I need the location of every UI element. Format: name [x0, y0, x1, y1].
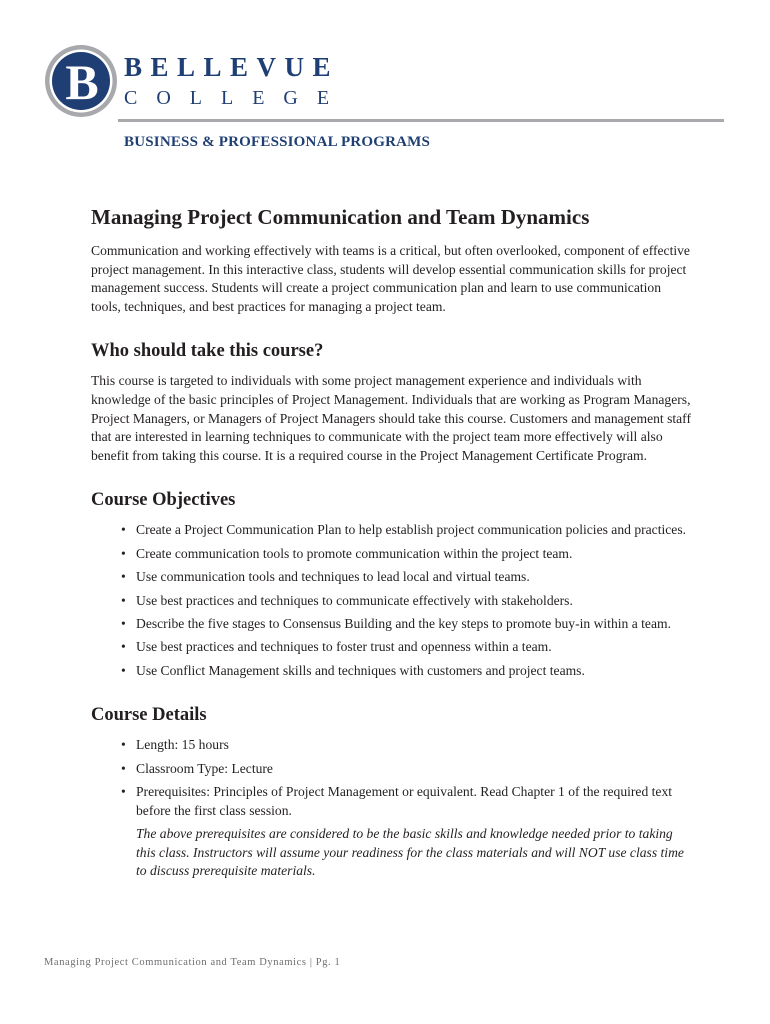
list-item [121, 760, 691, 779]
list-item [121, 662, 691, 681]
objective-text: Describe the five stages to Consensus Building and the key steps to promote buy-in within a team. [136, 615, 671, 631]
list-item [121, 783, 691, 820]
objective-text: Use best practices and techniques to communicate effectively with stakeholders. [136, 592, 573, 608]
bullet-icon: • [121, 784, 126, 800]
list-item [121, 545, 691, 564]
bullet-icon: • [121, 662, 126, 678]
list-item [121, 521, 691, 540]
prerequisite-note: The above prerequisites are considered to be the basic skills and knowledge needed prior to taking this class. Instructors will assume your readiness for the class materials and will NOT use class time to discuss prerequisite materials. [136, 826, 684, 879]
header-divider [118, 119, 724, 122]
who-paragraph: This course is targeted to individuals with some project management experience and individuals with knowledge of the basic principles of Project Management. Individuals that are working as Program Managers, Project Managers, or Managers of Project Managers should take this course. Customers and management staff that are interested in learning techniques to communicate with the project team more effectively will also benefit from taking this course. It is a required course in the Project Management Certificate Program. [91, 373, 691, 463]
objective-text: Use best practices and techniques to foster trust and openness within a team. [136, 639, 552, 655]
details-list [91, 736, 691, 820]
page-footer: Managing Project Communication and Team Dynamics | Pg. 1 [44, 957, 341, 968]
bullet-icon: • [121, 592, 126, 608]
list-item [121, 615, 691, 634]
objective-text: Create a Project Communication Plan to help establish project communication policies and practices. [136, 522, 687, 538]
bullet-icon: • [121, 569, 126, 585]
intro-paragraph: Communication and working effectively with teams is a critical, but often overlooked, component of effective project management. In this interactive class, students will develop essential communication skills for project management success. Students will create a project communication plan and learn to use communication tools, techniques, and best practices for managing a project team. [91, 243, 690, 314]
bullet-icon: • [121, 545, 126, 561]
details-heading: Course Details [91, 705, 207, 726]
logo-wordmark-bellevue: BELLEVUE [124, 52, 340, 82]
logo-wordmark-college: COLLEGE [124, 87, 349, 109]
objective-text: Use Conflict Management skills and techniques with customers and project teams. [136, 662, 585, 678]
bullet-icon: • [121, 522, 126, 538]
bullet-icon: • [121, 737, 126, 753]
bellevue-college-logo [44, 44, 118, 118]
who-heading: Who should take this course? [91, 341, 324, 362]
bullet-icon: • [121, 639, 126, 655]
page-title: Managing Project Communication and Team Dynamics [91, 205, 590, 229]
objectives-heading: Course Objectives [91, 490, 236, 511]
objectives-list [91, 521, 691, 680]
list-item [121, 638, 691, 657]
bullet-icon: • [121, 615, 126, 631]
list-item [121, 592, 691, 611]
document-body [91, 202, 691, 881]
detail-prerequisites: Prerequisites: Principles of Project Management or equivalent. Read Chapter 1 of the required text before the first class session. [136, 784, 673, 818]
detail-classroom-type: Classroom Type: Lecture [136, 760, 273, 776]
list-item [121, 736, 691, 755]
logo-letter: B [65, 54, 99, 110]
list-item [121, 568, 691, 587]
bullet-icon: • [121, 760, 126, 776]
objective-text: Use communication tools and techniques to lead local and virtual teams. [136, 569, 530, 585]
detail-length: Length: 15 hours [136, 737, 229, 753]
objective-text: Create communication tools to promote communication within the project team. [136, 545, 573, 561]
department-name: BUSINESS & PROFESSIONAL PROGRAMS [124, 134, 431, 150]
